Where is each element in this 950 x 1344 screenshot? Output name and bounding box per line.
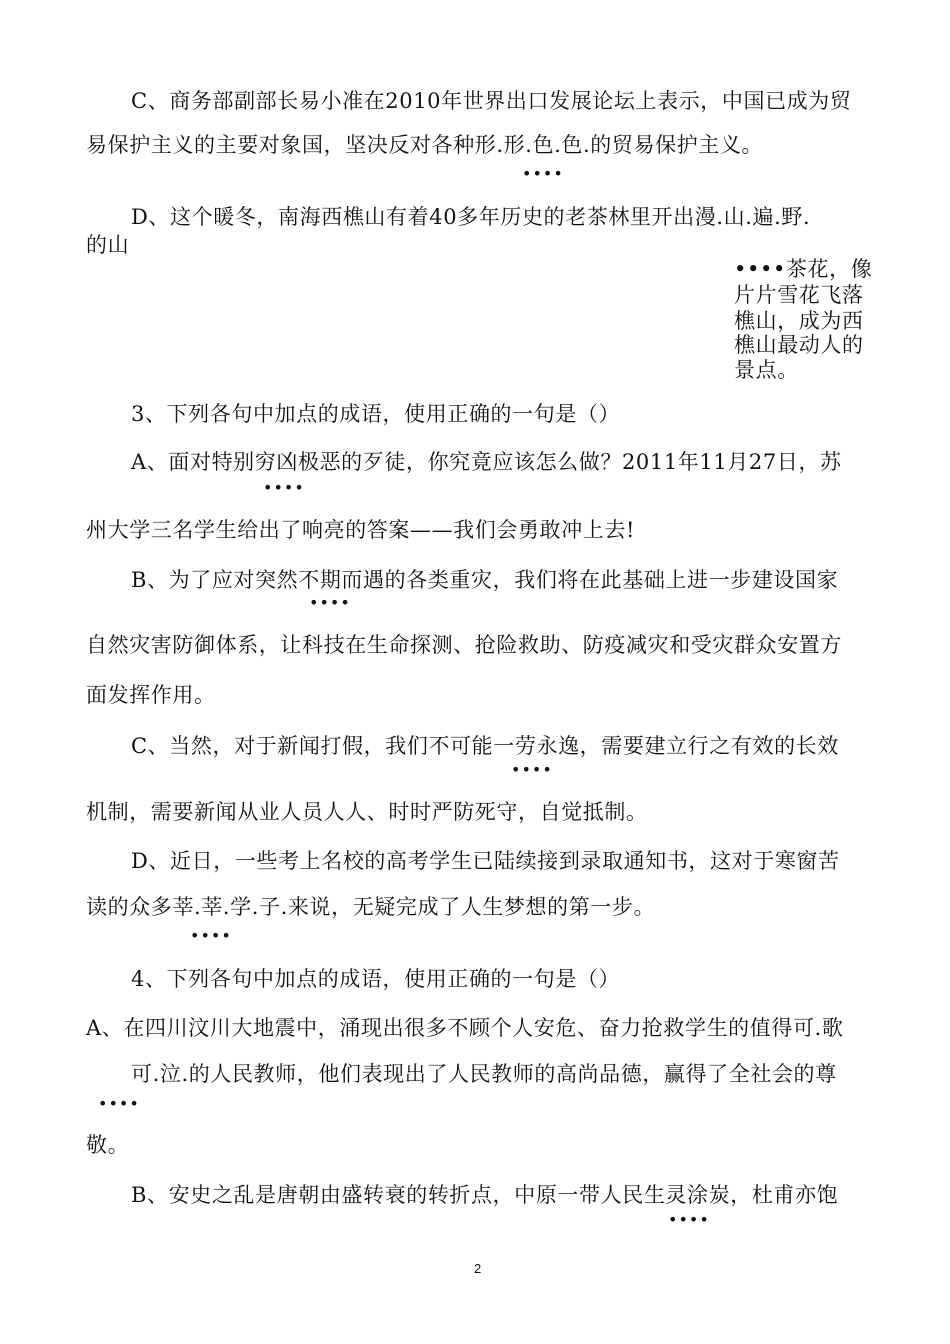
text-line: 易保护主义的主要对象国，坚决反对各种形.形.色.色.的贸易保护主义。 — [86, 133, 764, 157]
emphasis-dots: •••• — [668, 1210, 710, 1229]
text-line: D、近日，一些考上名校的高考学生已陆续接到录取通知书，这对于寒窗苦 — [131, 849, 840, 873]
question-heading: 3、下列各句中加点的成语，使用正确的一句是（） — [131, 402, 621, 426]
text-line: 面发挥作用。 — [86, 683, 216, 707]
emphasis-dots: •••• — [190, 926, 232, 945]
text-line: 读的众多莘.莘.学.子.来说，无疑完成了人生梦想的第一步。 — [86, 895, 656, 919]
text-line: 樵山，成为西 — [734, 309, 864, 333]
text-line: ••••茶花，像 — [734, 257, 873, 281]
text-line: 片片雪花飞落 — [734, 283, 864, 307]
text-line: B、安史之乱是唐朝由盛转衰的转折点，中原一带人民生灵涂炭，杜甫亦饱 — [131, 1183, 839, 1207]
text-line: 景点。 — [734, 358, 799, 382]
text-line: 樵山最动人的 — [734, 333, 864, 357]
text-line: 自然灾害防御体系，让科技在生命探测、抢险救助、防疫减灾和受灾群众安置方 — [86, 633, 842, 657]
page-number: 2 — [474, 1261, 482, 1276]
question-heading: 4、下列各句中加点的成语，使用正确的一句是（） — [131, 967, 621, 991]
text-line: B、为了应对突然不期而遇的各类重灾，我们将在此基础上进一步建设国家 — [131, 568, 839, 592]
text-line: 可.泣.的人民教师，他们表现出了人民教师的高尚品德，赢得了全社会的尊 — [131, 1062, 837, 1086]
emphasis-dots: •••• — [309, 593, 351, 612]
text-line: C、当然，对于新闻打假，我们不可能一劳永逸，需要建立行之有效的长效 — [131, 734, 839, 758]
text-line: A、在四川汶川大地震中，涌现出很多不顾个人安危、奋力抢救学生的值得可.歌 — [86, 1016, 844, 1040]
text-line: C、商务部副部长易小准在2010年世界出口发展论坛上表示，中国已成为贸 — [131, 89, 852, 113]
emphasis-dots: •••• — [522, 164, 564, 183]
text-line: 州大学三名学生给出了响亮的答案——我们会勇敢冲上去! — [86, 518, 636, 542]
text-line: D、这个暖冬，南海西樵山有着40多年历史的老茶林里开出漫.山.遍.野. — [131, 205, 811, 229]
emphasis-dots: •••• — [263, 478, 305, 497]
text-line: 机制，需要新闻从业人员人人、时时严防死守，自觉抵制。 — [86, 800, 648, 824]
text-line: 的山 — [86, 233, 130, 257]
text-line: A、面对特别穷凶极恶的歹徒，你究竟应该怎么做？2011年11月27日，苏 — [131, 450, 842, 474]
text-line: 敬。 — [86, 1133, 130, 1157]
emphasis-dots: •••• — [511, 760, 553, 779]
emphasis-dots: •••• — [98, 1094, 140, 1113]
